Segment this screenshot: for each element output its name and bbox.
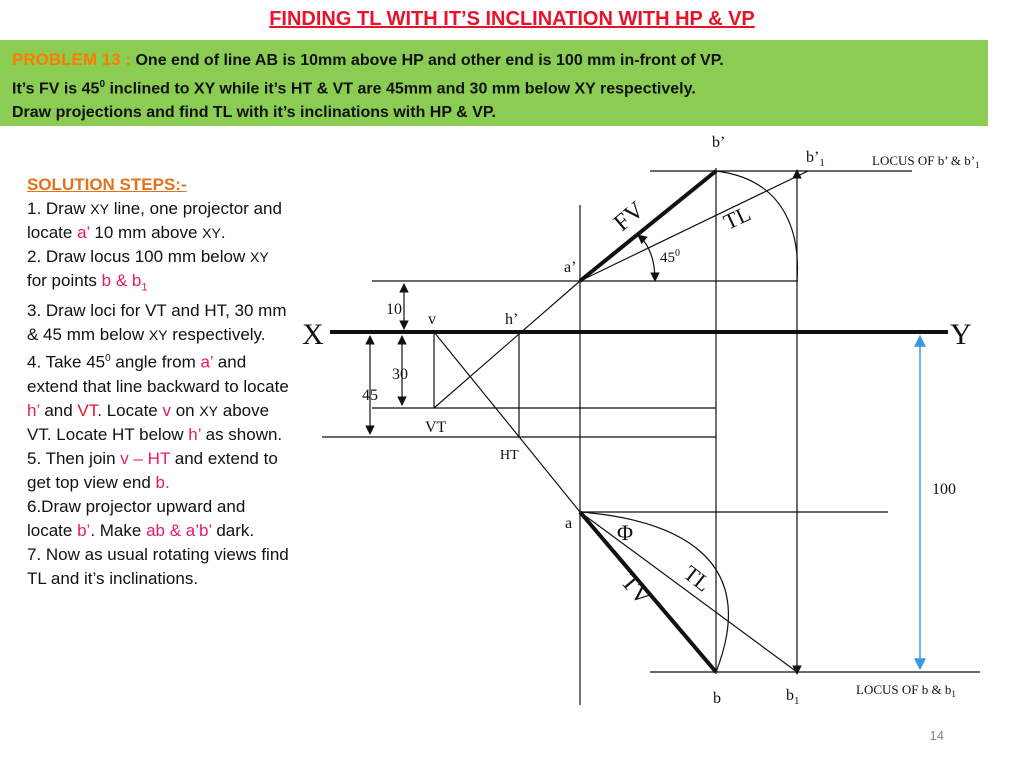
problem-text-2b: inclined to [105,80,194,98]
step5-text-c: and extend to get top view end [27,449,278,493]
step4-text-b: angle from [110,353,201,373]
vt-label: VT [425,419,447,436]
step1-text-d: 10 mm above [89,223,203,242]
locus-bottom-label: LOCUS OF b & $b_1$ [856,682,956,699]
tv-label: TV [615,569,656,611]
step1-text-b: line, one projector and locate [27,199,282,242]
step4-vt: VT [77,401,98,421]
step2-text-b: for points [27,271,102,290]
step4-text-h: . Locate [97,401,163,421]
y-label: Y [950,318,972,351]
b1-label: $b_1$ [786,687,800,707]
problem-xy-2: XY [574,80,596,98]
page-title: FINDING TL WITH IT’S INCLINATION WITH HP & VP [269,8,755,30]
tl-front-label: TL [719,200,755,235]
angle-arc [638,235,655,281]
step4-xy: XY [199,403,219,420]
dim-45-label: 45 [362,387,378,404]
dim-30-label: 30 [392,366,408,383]
page-number: 14 [929,728,944,743]
problem-text-2d: respectively. [595,80,696,98]
step4-text-f: and [39,401,78,421]
step4-degree: 0 [105,353,111,365]
a-label: a [565,515,573,532]
dim-10-label: 10 [386,301,402,318]
step6-text: 6.Draw projector upward and locate [27,497,246,541]
step6-b-dash: b’ [77,521,91,541]
problem-text-2a: It’s FV is 45 [12,80,100,98]
problem-text-2c: while it’s HT & VT are 45mm and 30 mm below [214,80,575,98]
fv-label: FV [609,196,650,237]
problem-degree: 0 [99,79,106,90]
ht-label: HT [500,448,519,463]
step5-v-ht: v – HT [120,449,171,469]
step4-text-k: above VT. Locate HT below [27,401,270,445]
h-dash-label: h’ [505,311,519,328]
step4-text-j: on [170,401,200,421]
problem-xy: XY [193,80,215,98]
step3-text-b: respectively. [167,325,266,345]
tl-top-label: TL [678,560,716,597]
fv-line [580,171,716,281]
step1-text-e: . [220,223,226,242]
problem-text-1: One end of line AB is 10mm above HP and other end is 100 mm in-front of VP. [131,52,724,69]
problem-line-3: Draw projections and find TL with it’s inclinations with HP & VP. [12,104,496,122]
step3-xy: XY [148,327,168,344]
steps-heading: SOLUTION STEPS:- [27,175,187,194]
step2-text: 2. Draw locus 100 mm below [27,247,250,266]
step4-text-d: and extend that line backward to locate [27,353,289,397]
x-label: X [302,318,324,351]
step6-text-e: dark. [211,521,255,541]
step1-xy-2: XY [202,225,221,241]
tl-top-line [580,512,797,672]
step4-a-dash: a’ [200,353,214,373]
step1-a-dash: a’ [77,223,90,242]
phi-label: Φ [617,520,634,545]
a-dash-label: a’ [564,259,577,276]
step-7: 7. Now as usual rotating views find TL and it’s inclinations. [27,545,289,589]
step2-points: b & b [101,271,142,290]
step1-xy: XY [90,201,109,217]
b-dash-label: b’ [712,134,726,151]
step2-xy: XY [249,249,269,265]
top-view-extension [434,332,580,512]
step4-h-dash: h’ [27,401,40,421]
locus-top-label: LOCUS OF b’ & $b’_1$ [872,153,980,170]
fv-extension [434,281,580,408]
b1-dash-label: $b’_1$ [806,149,825,169]
angle-label: $45^0$ [660,248,680,266]
step3-text: 3. Draw loci for VT and HT, 30 mm & 45 mm below [27,301,287,345]
b-label: b [713,690,721,707]
step4-text-m: as shown. [200,425,283,445]
step1-text: 1. Draw [27,199,91,218]
step4-h-dash-2: h’ [188,425,201,445]
step5-b: b. [155,473,170,493]
step4-v: v [162,401,171,421]
step6-text-c: . Make [90,521,147,541]
v-label: v [428,311,436,328]
problem-label: PROBLEM 13 : [12,50,132,69]
step5-text: 5. Then join [27,449,121,469]
dim-100-label: 100 [932,481,956,498]
step4-text: 4. Take 45 [27,353,106,373]
step6-ab: ab & a’b’ [146,521,212,541]
step2-sub: 1 [141,281,148,294]
